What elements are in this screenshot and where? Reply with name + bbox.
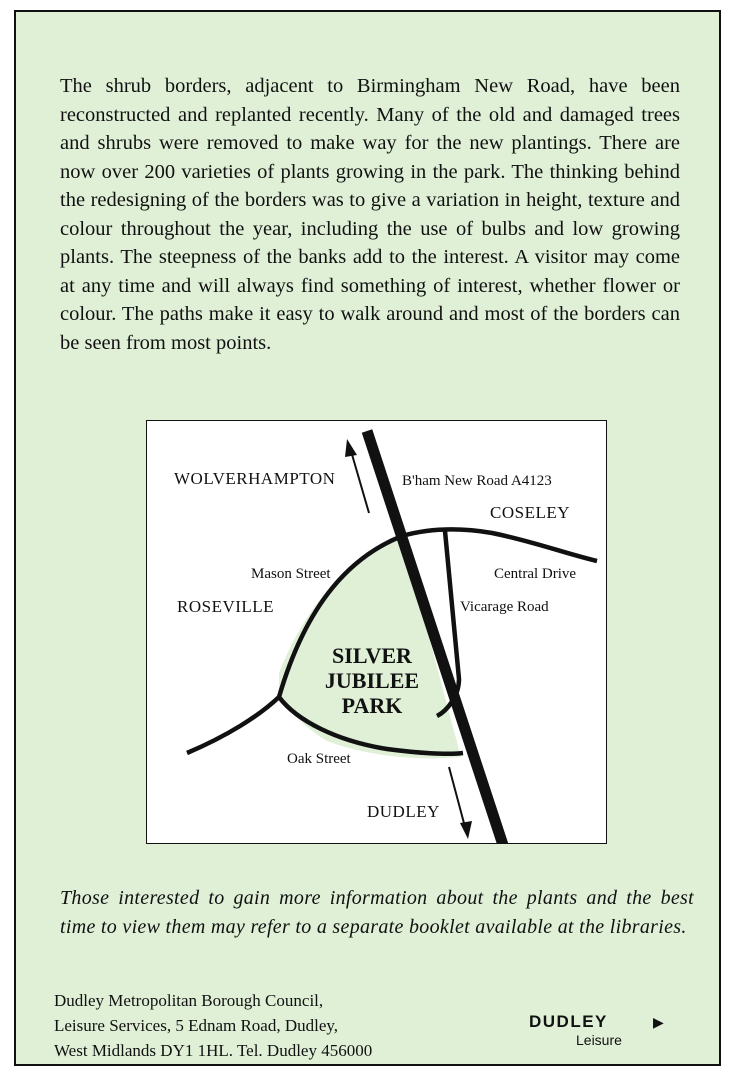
park-name-line-1: SILVER bbox=[332, 643, 412, 668]
address-line-3: West Midlands DY1 1HL. Tel. Dudley 456000 bbox=[54, 1041, 373, 1060]
label-mason-street: Mason Street bbox=[251, 566, 331, 582]
logo-word: DUDLEY bbox=[529, 1012, 608, 1031]
label-park-name bbox=[317, 643, 427, 718]
label-coseley: COSELEY bbox=[490, 503, 570, 522]
label-central-drive: Central Drive bbox=[494, 566, 577, 582]
label-dudley: DUDLEY bbox=[367, 802, 440, 821]
dudley-leisure-logo bbox=[521, 1010, 671, 1060]
label-roseville: ROSEVILLE bbox=[177, 597, 275, 616]
location-map bbox=[146, 420, 607, 844]
central-drive-road bbox=[402, 529, 597, 561]
body-paragraph: The shrub borders, adjacent to Birmingham New Road, have been reconstructed and replanted recently. Many of the old and damaged trees and shrubs were removed to make way for the new plantings. There are now over 200 varieties of plants growing in the park. The thinking behind the redesigning of the borders was to give a variation in height, texture and colour throughout the year, including the use of bulbs and low growing plants. The steepness of the banks add to the interest. A visitor may come at any time and will always find something of interest, whether flower or colour. The paths make it easy to walk around and most of the borders can be seen from most points. bbox=[60, 75, 680, 354]
arrow-dudley-icon bbox=[449, 767, 472, 839]
address-line-2: Leisure Services, 5 Ednam Road, Dudley, bbox=[54, 1016, 339, 1035]
address-line-1: Dudley Metropolitan Borough Council, bbox=[54, 991, 324, 1010]
council-address bbox=[54, 988, 372, 1063]
label-oak-street: Oak Street bbox=[287, 751, 351, 767]
booklet-note: Those interested to gain more information about the plants and the best time to view them may refer to a separate booklet available at the libraries. bbox=[60, 887, 694, 938]
park-name-line-2: JUBILEE bbox=[324, 668, 420, 693]
label-vicarage-road: Vicarage Road bbox=[460, 599, 549, 615]
play-arrow-icon: ▶ bbox=[653, 1015, 664, 1031]
park-name-line-3: PARK bbox=[341, 693, 403, 718]
logo-subtitle: Leisure bbox=[576, 1032, 622, 1048]
label-bham-new-road: B'ham New Road A4123 bbox=[402, 473, 552, 489]
leaflet-page bbox=[14, 10, 721, 1066]
label-wolverhampton: WOLVERHAMPTON bbox=[174, 469, 336, 488]
southwest-road bbox=[187, 697, 279, 753]
arrow-wolverhampton-icon bbox=[345, 439, 369, 513]
